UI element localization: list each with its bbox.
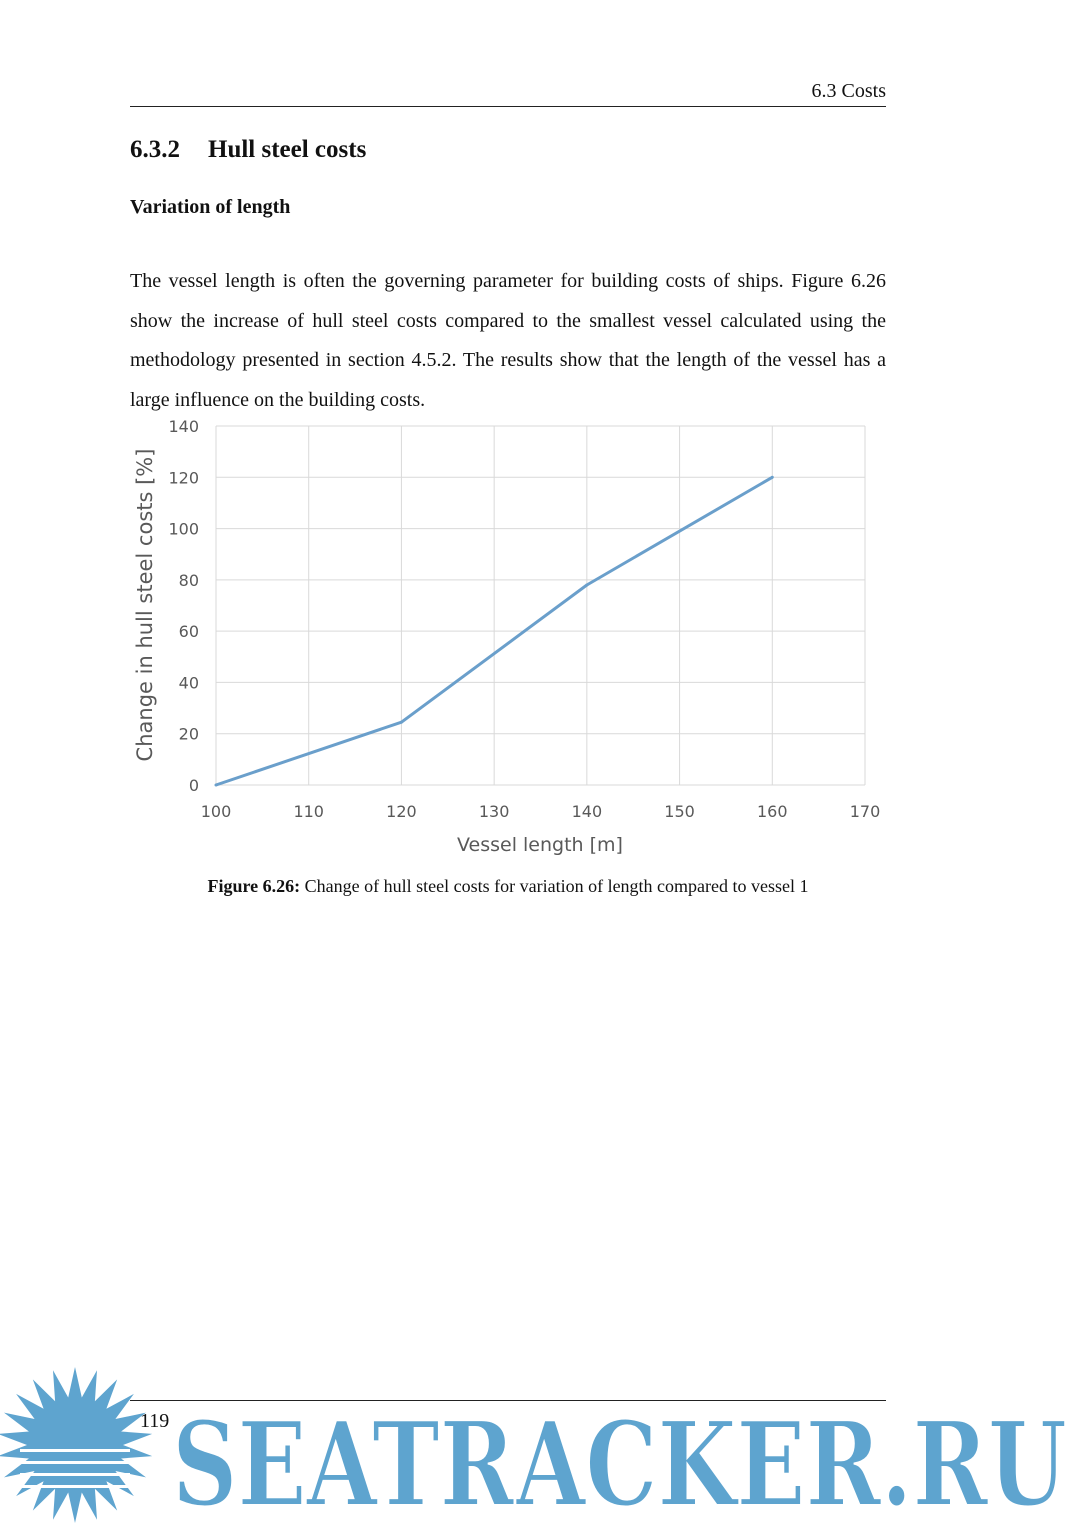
y-tick-label: 80	[178, 570, 199, 590]
x-tick-label: 120	[386, 802, 417, 821]
y-tick-label: 60	[178, 622, 199, 642]
data-point	[771, 476, 774, 479]
section-number: 6.3.2	[130, 136, 180, 163]
y-axis-label: Change in hull steel costs [%]	[133, 448, 157, 762]
y-tick-label: 140	[168, 417, 199, 436]
x-tick-label: 170	[849, 802, 881, 821]
x-tick-label: 140	[571, 802, 603, 821]
watermark-logo	[0, 1365, 1080, 1527]
section-title	[130, 136, 366, 164]
x-tick-label: 130	[478, 802, 510, 821]
figure-label: Figure 6.26:	[207, 876, 301, 896]
sun-wave-line	[20, 1485, 130, 1488]
section-title-text: Hull steel costs	[208, 136, 367, 163]
sun-wave-line	[20, 1461, 130, 1464]
x-tick-label: 150	[664, 802, 695, 821]
data-point	[585, 583, 588, 586]
y-tick-label: 120	[168, 468, 199, 488]
sun-logo-icon	[0, 1367, 152, 1523]
data-point	[215, 784, 218, 787]
y-tick-label: 100	[168, 519, 199, 539]
x-tick-label: 160	[757, 802, 788, 821]
y-tick-label: 0	[188, 776, 199, 795]
running-head: 6.3 Costs	[811, 80, 886, 102]
data-point	[400, 721, 403, 724]
y-tick-label: 20	[178, 724, 199, 744]
x-tick-label: 100	[200, 802, 232, 821]
line-chart	[120, 405, 890, 865]
page-number: 119	[140, 1410, 170, 1432]
subsection-title: Variation of length	[130, 196, 291, 218]
x-axis-label: Vessel length [m]	[457, 834, 623, 856]
body-paragraph: The vessel length is often the governing parameter for building costs of ships. Figure 6.26 show the increase of hull steel costs compared to the smallest vessel calculated using the methodology presented in section 4.5.2. The results show that the length of the vessel has a large influence on the building costs.	[130, 270, 886, 411]
x-tick-label: 110	[293, 802, 324, 821]
watermark-text: SEATRACKER.RU	[172, 1397, 1067, 1527]
figure-caption	[130, 876, 886, 897]
y-tick-label: 40	[178, 673, 199, 693]
figure-caption-text: Change of hull steel costs for variation of length compared to vessel 1	[304, 876, 809, 896]
sun-wave-line	[20, 1449, 130, 1452]
sun-wave-line	[20, 1473, 130, 1476]
header-rule	[130, 106, 886, 107]
